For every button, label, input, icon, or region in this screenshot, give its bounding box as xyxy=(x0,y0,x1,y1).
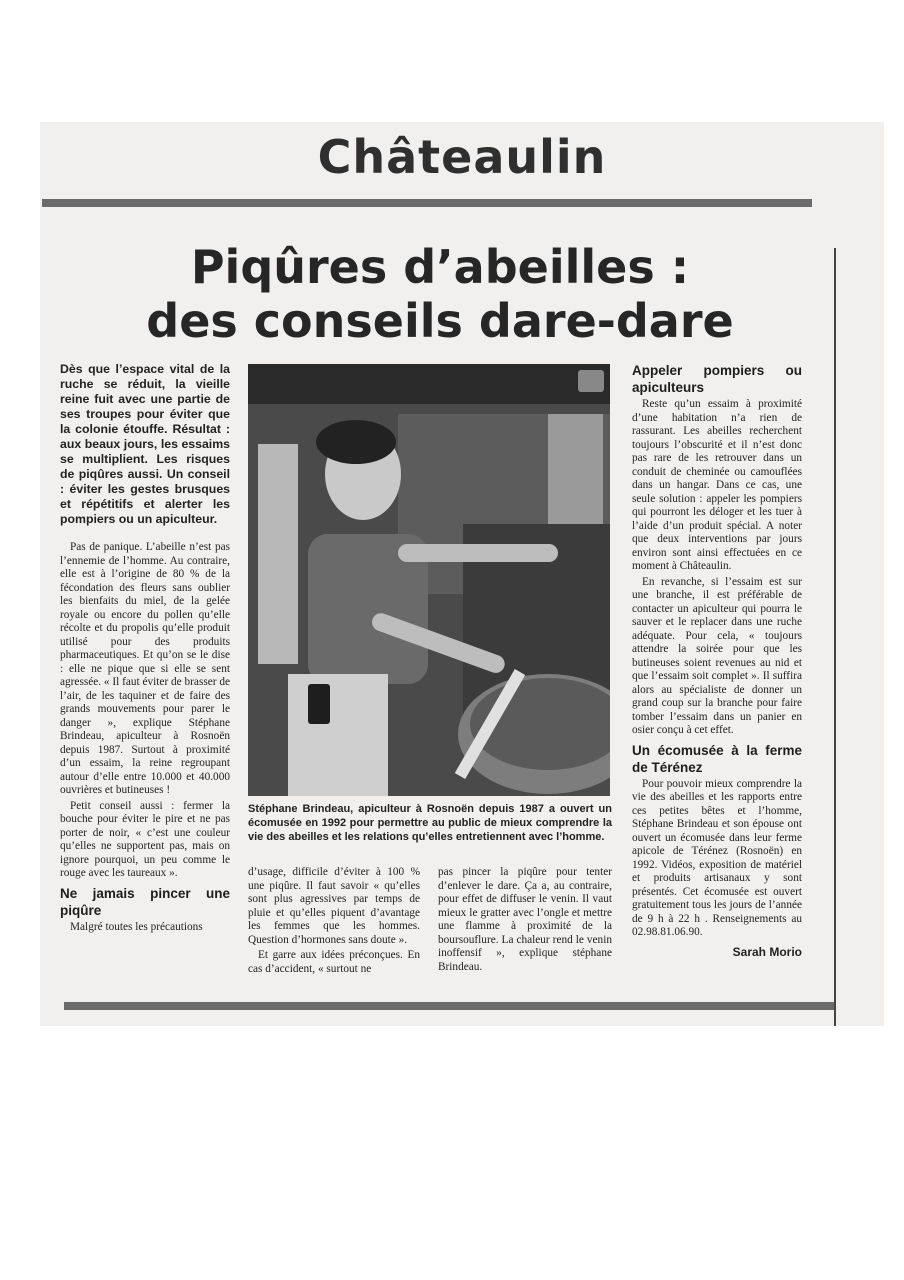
column-1 xyxy=(60,362,230,936)
body-paragraph: Malgré toutes les précautions xyxy=(70,920,203,933)
section-header-town: Châteaulin xyxy=(317,130,607,184)
subheading-no-pinch: Ne jamais pincer une piqûre xyxy=(60,885,230,918)
column-4 xyxy=(632,358,802,959)
header-rule xyxy=(42,199,812,207)
author-byline: Sarah Morio xyxy=(732,944,802,959)
body-paragraph: Pas de panique. L’abeille n’est pas l’ennemie de l’homme. Au contraire, elle est à l’origine de 80 % de la fécondation des fleurs sans oublier les bienfaits du miel, de la gelée royale ou encore du pollen qu’elle récolte et du propolis qu’elle produit utilisé pour des produits pharmaceutiques. Et qu’on se le dise : elle ne pique que si elle se sent agressée. « Il faut éviter de brasser de l’air, de les taquiner et de faire des grands mouvements pour parer le danger », explique Stéphane Brindeau, apiculteur à Rosnoën depuis 1987. Surtout à proximité d’un essaim, la reine regroupant autour d’elle entre 10.000 et 40.000 ouvrières et butineuses ! xyxy=(60,541,230,796)
body-paragraph: pas pincer la piqûre pour tenter d’enlever le dare. Ça a, au contraire, pour effet de diffuser le venin. Il vaut mieux le gratter avec l’ongle et mettre une flamme à proximité de la boursouflure. La chaleur rend le venin inoffensif », explique stéphane Brindeau. xyxy=(438,866,612,973)
footer-rule xyxy=(64,1002,834,1010)
column-3 xyxy=(438,866,612,976)
body-paragraph: Reste qu’un essaim à proximité d’une habitation n’a rien de rassurant. Les abeilles recherchent toujours l’obscurité et il n’est donc pas rare de les retrouver dans un conduit de cheminée ou camouflées dans un hangar. Dans ce cas, une seule solution : appeler les pompiers qui pourront les déloger et les tuer à l’aide d’un produit spécial. A noter que deux interventions par jours environ sont ainsi effectuées en ce moment à Châteaulin. xyxy=(632,398,802,572)
body-paragraph: d’usage, difficile d’éviter à 100 % une piqûre. Il faut savoir « qu’elles sont plus agressives par temps de pluie et qu’elles piquent d’avantage les femmes que les hommes. Question d’hormones sans doute ». xyxy=(248,866,420,946)
article-lede: Dès que l’espace vital de la ruche se réduit, la vieille reine fuit avec une partie de ses troupes pour éviter que la colonie étouffe. Résultat : aux beaux jours, les essaims se multiplient. Les risques de piqûres aussi. Un conseil : éviter les gestes brusques et répétitifs et alerter les pompiers ou un apiculteur. xyxy=(60,362,230,526)
photo-illustration xyxy=(248,364,610,796)
subheading-firefighters: Appeler pompiers ou apiculteurs xyxy=(632,363,802,395)
body-paragraph: En revanche, si l’essaim est sur une branche, il est préférable de contacter un apiculteur qui pourra le sauver et le replacer dans une ruche adéquate. Pour cela, « toujours attendre la soirée pour que les butineuses soient revenues au nid et que l’essaim soit complet ». Il suffira alors au spécialiste de donner un grand coup sur la branche pour faire tomber l’essaim dans un panier en osier conçu à cet effet. xyxy=(632,575,802,736)
subheading-ecomuseum: Un écomusée à la ferme de Térénez xyxy=(632,742,802,775)
article-headline xyxy=(70,240,810,349)
body-paragraph: Pour pouvoir mieux comprendre la vie des abeilles et les rapports entre ces petites bêtes et l’homme, Stéphane Brindeau et son épouse ont ouvert un écomusée dans leur ferme apicole de Térénez (Rosnoën) en 1992. Vidéos, exposition de matériel et produits artisanaux y sont présentés. Cet écomusée est ouvert gratuitement tous les jours de l’année de 9 h à 22 h . Renseignements au 02.98.81.06.90. xyxy=(632,777,802,938)
beekeeper-photo xyxy=(248,364,610,796)
headline-line-2: des conseils dare-dare xyxy=(146,294,734,349)
newspaper-clipping xyxy=(40,122,884,1026)
body-paragraph: Petit conseil aussi : fermer la bouche pour éviter le pire et ne pas porter de noir, « c’est une couleur qu’elles ne supportent pas, mais on ignore pourquoi, un peu comme le rouge avec les taureaux ». xyxy=(60,799,230,879)
body-paragraph: Et garre aux idées préconçues. En cas d’accident, « surtout ne xyxy=(248,949,420,975)
column-2 xyxy=(248,866,420,978)
headline-line-1: Piqûres d’abeilles : xyxy=(190,240,690,294)
column-rule xyxy=(834,248,836,1026)
photo-caption: Stéphane Brindeau, apiculteur à Rosnoën depuis 1987 a ouvert un écomusée en 1992 pour permettre au public de mieux comprendre la vie des abeilles et les relations qu’elles entretiennent avec l’homme. xyxy=(248,803,612,843)
